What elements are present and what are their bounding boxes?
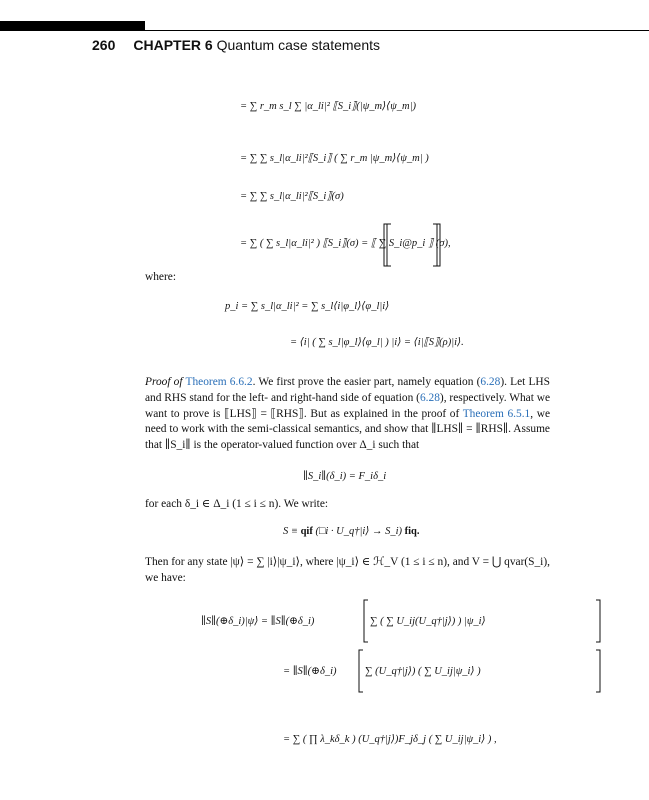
equation-link-1[interactable]: 6.28 <box>480 376 501 388</box>
derivation-line-4: = ∑ ( ∑ s_l|α_li|² ) ⟦S_i⟧(σ) = ⟦ ∑ S_i@p_i ⟧ (σ), <box>240 238 451 249</box>
page-number: 260 <box>92 37 116 53</box>
final-line-1-lhs: ∥S∥(⊕δ_i)|ψ⟩ = ∥S∥(⊕δ_i) <box>201 616 315 627</box>
header-bar <box>0 21 145 31</box>
final-line-3: = ∑ ( ∏ λ_kδ_k ) (U_q†|j⟩)F_jδ_j ( ∑ U_ij|ψ_i⟩ ) , <box>283 734 497 745</box>
then-paragraph: Then for any state |ψ⟩ = ∑ |i⟩|ψ_i⟩, where |ψ_i⟩ ∈ ℋ_V (1 ≤ i ≤ n), and V = ⋃ qvar(S_i), we have: <box>145 556 550 584</box>
for-each-text: for each δ_i ∈ Δ_i (1 ≤ i ≤ n). We write: <box>145 498 329 510</box>
theorem-link-2[interactable]: Theorem 6.5.1 <box>462 407 531 420</box>
equation-S: S ≡ qif (□i · U_q†|i⟩ → S_i) fiq. <box>283 526 420 537</box>
derivation-line-3: = ∑ ∑ s_l|α_li|²⟦S_i⟧(σ) <box>240 191 344 202</box>
final-line-1-rhs: ∑ ( ∑ U_ij(U_q†|j⟩) ) |ψ_i⟩ <box>370 616 486 627</box>
running-header <box>92 37 380 53</box>
proof-lead: Proof of <box>145 376 183 388</box>
bracket-line-2 <box>357 648 602 694</box>
derivation-line-1: = ∑ r_m s_l ∑ |α_li|² ⟦S_i⟧(|ψ_m⟩⟨ψ_m|) <box>240 101 416 112</box>
bracket-line-1 <box>362 598 602 644</box>
theorem-link[interactable]: Theorem 6.6.2 <box>185 376 253 388</box>
equation-F: ∥S_i∥(δ_i) = F_iδ_i <box>303 471 387 482</box>
qif-keyword: qif <box>300 526 313 537</box>
equation-link-2[interactable]: 6.28 <box>419 391 440 404</box>
chapter-title: Quantum case statements <box>216 37 381 53</box>
bracket-sum-spi <box>382 222 442 268</box>
proof-paragraph: Proof of Theorem 6.6.2. We first prove the easier part, namely equation (6.28). Let LHS and RHS stand for the left- and right-hand side of equation (6.28), respectively. What we want to prove is ⟦LHS⟧ = ⟦RHS⟧. But as explained in the proof of Theorem 6.5.1, we need to work with the semi-classical semantics, and show that ∥LHS∥ = ∥RHS∥. Assume that ∥S_i∥ is the operator-valued function over Δ_i such that <box>145 376 551 452</box>
derivation-line-2: = ∑ ∑ s_l|α_li|²⟦S_i⟧ ( ∑ r_m |ψ_m⟩⟨ψ_m| ) <box>240 153 429 164</box>
where-label: where: <box>145 271 176 283</box>
pi-definition-line-1: p_i = ∑ s_l|α_li|² = ∑ s_l⟨i|φ_l⟩⟨φ_l|i⟩ <box>225 301 390 312</box>
final-line-2-lhs: = ∥S∥(⊕δ_i) <box>283 666 337 677</box>
header-rule <box>145 30 649 31</box>
final-line-2-rhs: ∑ (U_q†|j⟩) ( ∑ U_ij|ψ_i⟩ ) <box>365 666 481 677</box>
fiq-keyword: fiq. <box>404 526 420 537</box>
pi-definition-line-2: = ⟨i| ( ∑ s_l|φ_l⟩⟨φ_l| ) |i⟩ = ⟨i|⟦S⟧(ρ)|i⟩. <box>290 337 464 348</box>
chapter-label: CHAPTER 6 <box>133 37 213 53</box>
